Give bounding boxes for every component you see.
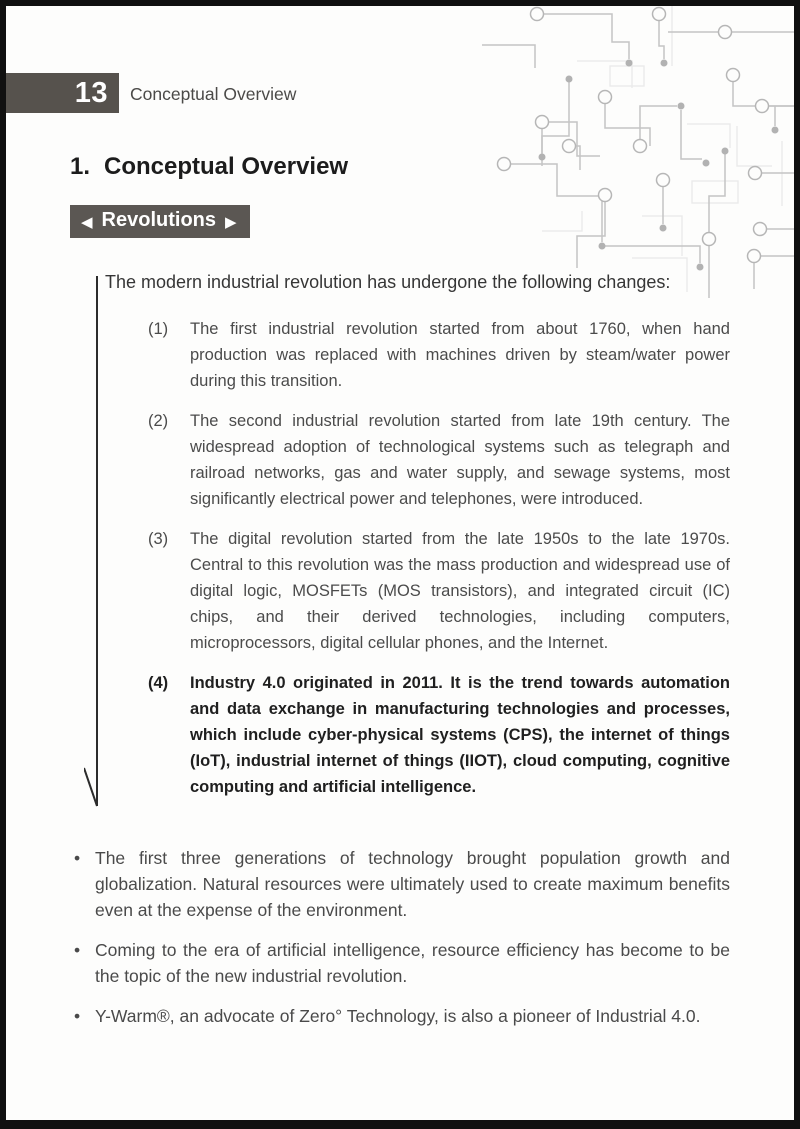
revolutions-badge: [70, 205, 250, 238]
page-number: 13: [74, 76, 108, 109]
item-text: The digital revolution started from the late 1950s to the late 1970s. Central to this revolution was the mass production and widespread use of digital logic, MOSFETs (MOS transistors), and integrated circuit (IC) chips, and their derived technologies, including computers, microprocessors, digital cellular phones, and the Internet.: [190, 530, 730, 652]
bullet-text: The first three generations of technology brought population growth and globalization. Natural resources were ultimately used to create maximum benefits even at the expense of the environment.: [95, 848, 730, 920]
left-triangle-icon: ◀: [81, 213, 93, 231]
header-title: Conceptual Overview: [130, 84, 297, 104]
list-item: [148, 408, 730, 512]
bullet-text: Coming to the era of artificial intelligence, resource efficiency has become to be the topic of the new industrial revolution.: [95, 940, 730, 986]
item-text: The first industrial revolution started from about 1760, when hand production was replaced with machines driven by steam/water power during this transition.: [190, 320, 730, 390]
page-content: [6, 6, 794, 1120]
numbered-list: [148, 316, 730, 800]
badge-label: Revolutions: [101, 209, 216, 231]
bullet-marker: •: [74, 940, 81, 960]
item-text: Industry 4.0 originated in 2011. It is the trend towards automation and data exchange in manufacturing technologies and processes, which include cyber-physical systems (CPS), the internet of things (IoT), industrial internet of things (IIOT), cloud computing, cognitive computing and artificial intelligence.: [190, 674, 730, 796]
bullet-marker: •: [74, 848, 81, 868]
item-text: The second industrial revolution started from late 19th century. The widespread adoption of technological systems such as telegraph and railroad networks, gas and water supply, and sewage systems, most significantly electrical power and telephones, were introduced.: [190, 412, 730, 508]
bullet-list: [70, 845, 730, 1029]
list-item: [70, 1003, 730, 1029]
list-item: [148, 316, 730, 394]
section-number: 1.: [70, 153, 91, 180]
bullet-marker: •: [74, 1006, 81, 1026]
right-triangle-icon: ▶: [225, 213, 237, 231]
item-number: (3): [148, 530, 169, 548]
section-title: [70, 152, 730, 182]
list-item: [148, 526, 730, 656]
section-title-text: Conceptual Overview: [104, 153, 349, 180]
item-number: (2): [148, 412, 169, 430]
list-item: [148, 670, 730, 800]
document-page: [6, 6, 794, 1120]
list-item: [70, 845, 730, 923]
bullet-text: Y-Warm®, an advocate of Zero° Technology, is also a pioneer of Industrial 4.0.: [95, 1006, 701, 1026]
item-number: (4): [148, 674, 169, 692]
item-number: (1): [148, 320, 169, 338]
intro-text: The modern industrial revolution has undergone the following changes:: [105, 272, 671, 292]
list-item: [70, 937, 730, 989]
